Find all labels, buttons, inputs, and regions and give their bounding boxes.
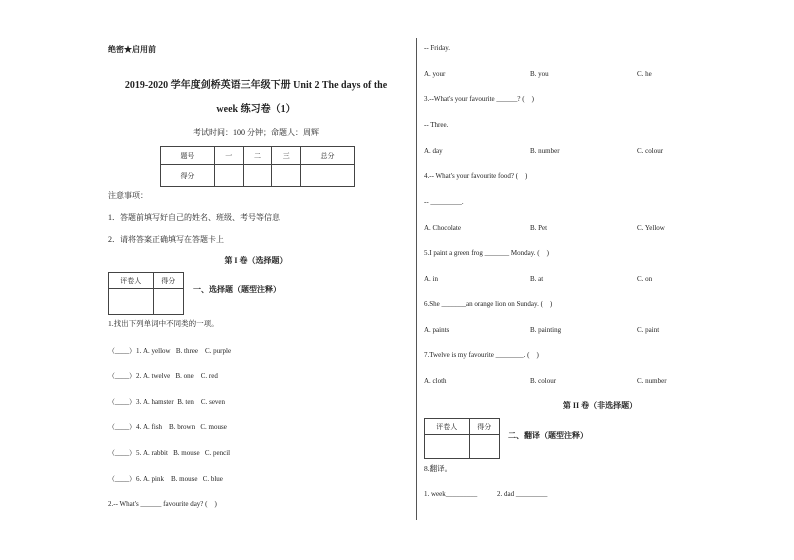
- q4-option: C. Yellow: [637, 224, 665, 232]
- score-header-cell: 总分: [301, 147, 355, 165]
- q7-option: B. colour: [530, 377, 557, 385]
- grader-label: 评卷人: [425, 419, 470, 435]
- q8-item: 1. week_________: [424, 490, 478, 498]
- q6-option: A. paints: [424, 326, 450, 334]
- score-cell: [469, 435, 499, 459]
- score-row-label: 得分: [161, 165, 215, 187]
- grader-cell: [425, 435, 470, 459]
- score-header-cell: 题号: [161, 147, 215, 165]
- q1-item: （____）6. A. pink B. mouse C. blue: [108, 475, 223, 483]
- q2-option: A. your: [424, 70, 446, 78]
- secret-label: 绝密★启用前: [108, 45, 156, 54]
- q7-option: C. number: [637, 377, 667, 385]
- q1-item: （____）4. A. fish B. brown C. mouse: [108, 423, 227, 431]
- note-item: 1．答题前填写好自己的姓名、班级、考号等信息: [108, 213, 280, 222]
- score-table: [160, 146, 355, 187]
- score-cell: [301, 165, 355, 187]
- q2-answer: -- Friday.: [424, 44, 450, 52]
- score-cell: [153, 289, 183, 315]
- q1-instruction: 1.找出下列单词中不同类的一项。: [108, 319, 219, 328]
- score-header-cell: 二: [243, 147, 272, 165]
- grader-cell: [109, 289, 154, 315]
- q3-option: B. number: [530, 147, 560, 155]
- q3-option: C. colour: [637, 147, 664, 155]
- score-label: 得分: [469, 419, 499, 435]
- q7-question: 7.Twelve is my favourite ________. ( ): [424, 351, 539, 359]
- notes-heading: 注意事项：: [108, 191, 148, 200]
- q3-question: 3.--What's your favourite ______? ( ): [424, 95, 534, 103]
- q4-option: A. Chocolate: [424, 224, 461, 232]
- score-cell: [243, 165, 272, 187]
- q5-question: 5.I paint a green frog _______ Monday. ( ): [424, 249, 549, 257]
- q7-option: A. cloth: [424, 377, 447, 385]
- note-item: 2．请将答案正确填写在答题卡上: [108, 235, 224, 244]
- section2-title: 二、翻译（题型注释）: [508, 431, 588, 440]
- q5-option: A. in: [424, 275, 438, 283]
- q4-answer: -- _________.: [424, 198, 464, 206]
- q5-option: C. on: [637, 275, 653, 283]
- exam-title-line1: 2019-2020 学年度剑桥英语三年级下册 Unit 2 The days of the: [124, 80, 388, 91]
- q6-option: B. painting: [530, 326, 562, 334]
- grader-label: 评卷人: [109, 273, 154, 289]
- q4-option: B. Pet: [530, 224, 548, 232]
- q1-item: （____）1. A. yellow B. three C. purple: [108, 347, 232, 355]
- column-divider: [416, 38, 417, 520]
- q1-item: （____）5. A. rabbit B. mouse C. pencil: [108, 449, 231, 457]
- q2-question: 2.-- What's ______ favourite day? ( ): [108, 500, 217, 508]
- section1-title: 一、选择题（题型注释）: [193, 285, 281, 294]
- q3-option: A. day: [424, 147, 443, 155]
- part2-title: 第 II 卷（非选择题）: [562, 401, 638, 410]
- score-header-cell: 一: [214, 147, 243, 165]
- q6-option: C. paint: [637, 326, 660, 334]
- score-header-cell: 三: [272, 147, 301, 165]
- q8-item: 2. dad _________: [497, 490, 548, 498]
- q1-item: （____）3. A. hamster B. ten C. seven: [108, 398, 226, 406]
- exam-title-line2: week 练习卷（1）: [216, 104, 296, 115]
- exam-info: 考试时间：100 分钟；命题人：周辉: [193, 128, 319, 137]
- score-label: 得分: [153, 273, 183, 289]
- grader-table-2: [424, 418, 500, 459]
- q2-option: B. you: [530, 70, 549, 78]
- q8-instruction: 8.翻译。: [424, 464, 453, 473]
- q2-option: C. he: [637, 70, 652, 78]
- q5-option: B. at: [530, 275, 544, 283]
- score-cell: [214, 165, 243, 187]
- grader-table-1: [108, 272, 184, 315]
- q4-question: 4.-- What's your favourite food? ( ): [424, 172, 528, 180]
- q1-item: （____）2. A. twelve B. one C. red: [108, 372, 218, 380]
- q6-question: 6.She _______an orange lion on Sunday. ( ): [424, 300, 553, 308]
- q3-answer: -- Three.: [424, 121, 449, 129]
- part1-title: 第 I 卷（选择题）: [224, 256, 288, 265]
- score-cell: [272, 165, 301, 187]
